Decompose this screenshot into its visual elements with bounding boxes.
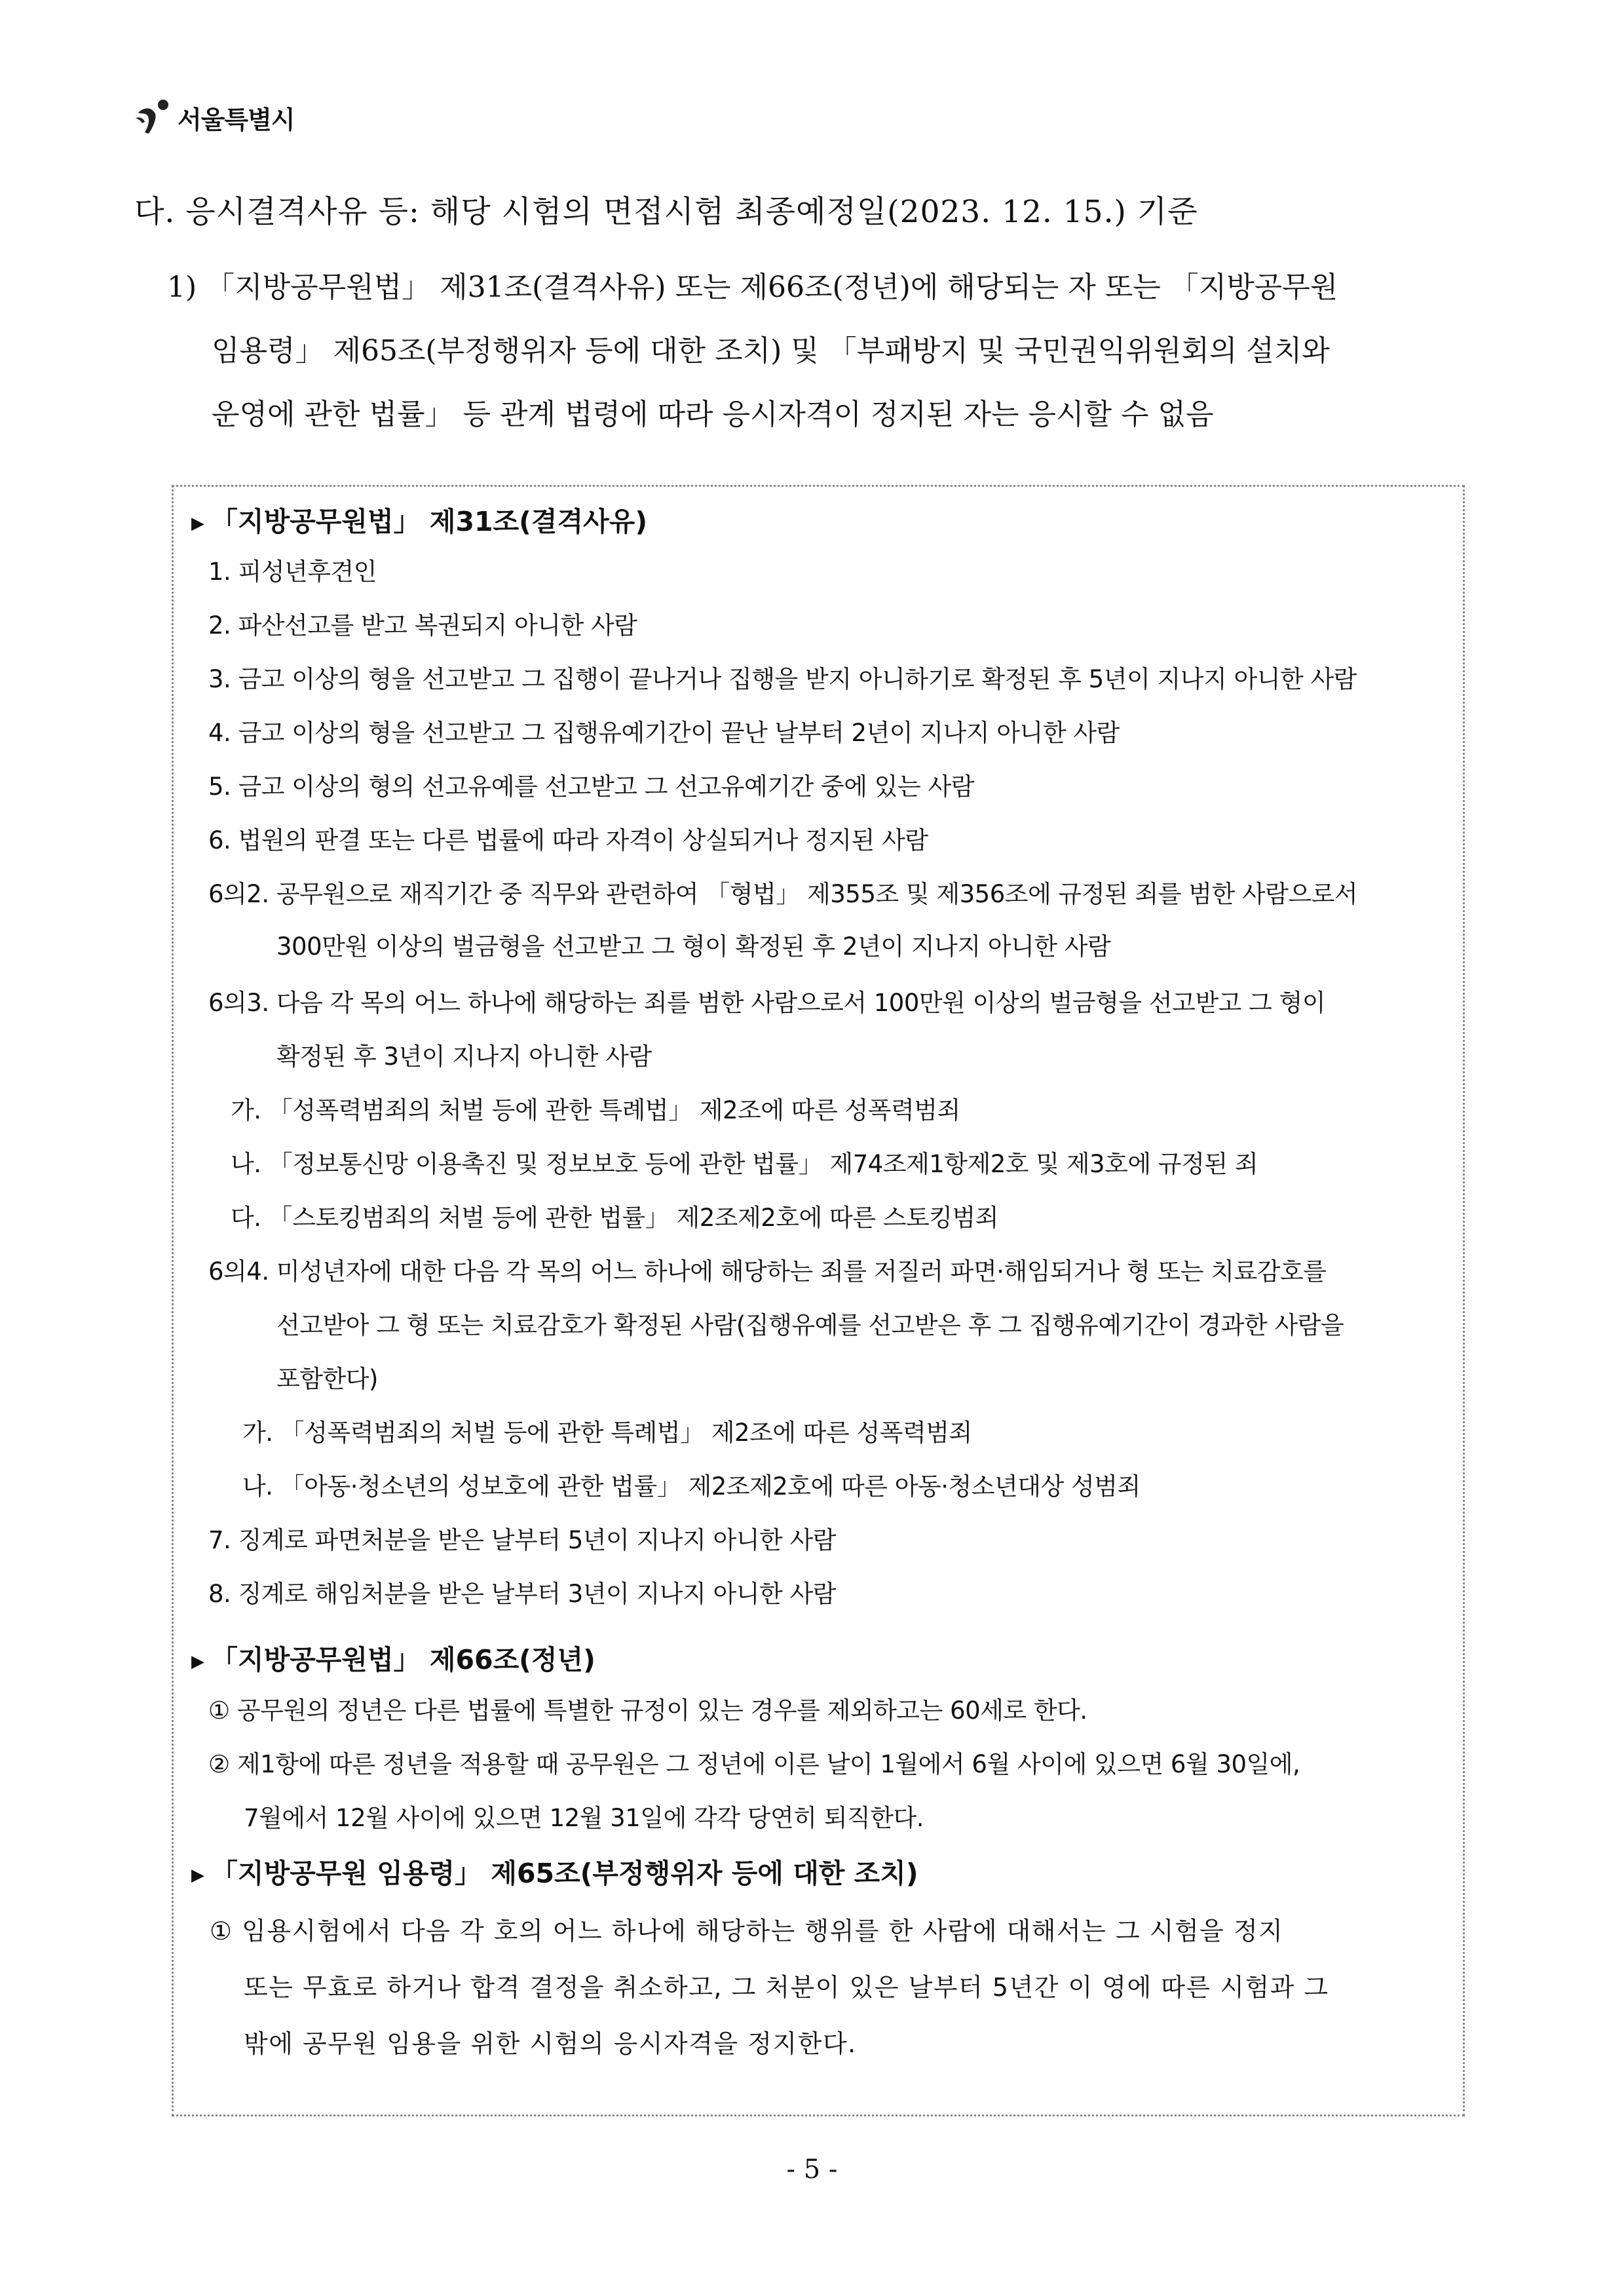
section-title-art66: ▶ 「지방공무원법」 제66조(정년) (191, 1644, 595, 1675)
sub-item: 나. 「아동·청소년의 성보호에 관한 법률」 제2조제2호에 따른 아동·청소년대상 성범죄 (242, 1472, 1141, 1501)
seoul-emblem-icon (134, 98, 174, 136)
list-item: ① 임용시험에서 다음 각 호의 어느 하나에 해당하는 행위를 한 사람에 대해서는 그 시험을 정지 (210, 1917, 1284, 1945)
sub-item: 가. 「성폭력범죄의 처벌 등에 관한 특례법」 제2조에 따른 성폭력범죄 (231, 1096, 960, 1124)
list-item-continuation: 선고받아 그 형 또는 치료감호가 확정된 사람(집행유예를 선고받은 후 그 집행유예기간이 경과한 사람을 (276, 1311, 1344, 1339)
intro-line: 1) 「지방공무원법」 제31조(결격사유) 또는 제66조(정년)에 해당되는 자 또는 「지방공무원 (167, 271, 1338, 304)
list-item: ① 공무원의 정년은 다른 법률에 특별한 규정이 있는 경우를 제외하고는 60세로 한다. (208, 1696, 1087, 1725)
section-title-decree65: ▶ 「지방공무원 임용령」 제65조(부정행위자 등에 대한 조치) (191, 1858, 918, 1889)
sub-item: 나. 「정보통신망 이용촉진 및 정보보호 등에 관한 법률」 제74조제1항제2호 및 제3호에 규정된 죄 (231, 1150, 1258, 1178)
triangle-bullet-icon: ▶ (191, 1652, 204, 1672)
intro-paragraph (167, 256, 1484, 446)
logo-text: 서울특별시 (178, 105, 295, 134)
list-item: 5. 금고 이상의 형의 선고유예를 선고받고 그 선고유예기간 중에 있는 사람 (208, 773, 974, 801)
list-item: 2. 파산선고를 받고 복권되지 아니한 사람 (208, 611, 637, 640)
section-title-art31: ▶ 「지방공무원법」 제31조(결격사유) (191, 506, 648, 537)
list-item: 6의3. 다음 각 목의 어느 하나에 해당하는 죄를 범한 사람으로서 100만원 이상의 벌금형을 선고받고 그 형이 (208, 989, 1326, 1017)
list-item: 7. 징계로 파면처분을 받은 날부터 5년이 지나지 아니한 사람 (208, 1526, 836, 1554)
sub-item: 다. 「스토킹범죄의 처벌 등에 관한 법률」 제2조제2호에 따른 스토킹범죄 (231, 1204, 998, 1232)
page-number: - 5 - (786, 2154, 838, 2185)
list-item-continuation: 확정된 후 3년이 지나지 아니한 사람 (276, 1043, 652, 1071)
list-item-continuation: 300만원 이상의 벌금형을 선고받고 그 형이 확정된 후 2년이 지나지 아니한 사람 (276, 932, 1111, 961)
intro-line: 임용령」 제65조(부정행위자 등에 대한 조치) 및 「부패방지 및 국민권익위원회의 설치와 (212, 334, 1330, 368)
sub-item: 가. 「성폭력범죄의 처벌 등에 관한 특례법」 제2조에 따른 성폭력범죄 (242, 1419, 972, 1447)
list-item: 8. 징계로 해임처분을 받은 날부터 3년이 지나지 아니한 사람 (208, 1580, 836, 1608)
intro-line: 운영에 관한 법률」 등 관계 법령에 따라 응시자격이 정지된 자는 응시할 수 없음 (212, 398, 1214, 431)
section-heading: 다. 응시결격사유 등: 해당 시험의 면접시험 최종예정일(2023. 12. 15.) 기준 (134, 194, 1198, 230)
triangle-bullet-icon: ▶ (191, 514, 204, 533)
list-item: 6의4. 미성년자에 대한 다음 각 목의 어느 하나에 해당하는 죄를 저질러 파면·해임되거나 형 또는 치료감호를 (208, 1257, 1327, 1286)
list-item: 4. 금고 이상의 형을 선고받고 그 집행유예기간이 끝난 날부터 2년이 지나지 아니한 사람 (208, 719, 1120, 747)
list-item-continuation: 또는 무효로 하거나 합격 결정을 취소하고, 그 처분이 있은 날부터 5년간 이 영에 따른 시험과 그 (244, 1973, 1329, 2002)
list-item: 1. 피성년후견인 (208, 558, 377, 586)
list-item: ② 제1항에 따른 정년을 적용할 때 공무원은 그 정년에 이른 날이 1월에서 6월 사이에 있으면 6월 30일에, (208, 1750, 1300, 1778)
seoul-logo (134, 98, 295, 136)
list-item-continuation: 밖에 공무원 임용을 위한 시험의 응시자격을 정지한다. (244, 2029, 857, 2058)
list-item-continuation: 포함한다) (276, 1365, 378, 1393)
list-item: 3. 금고 이상의 형을 선고받고 그 집행이 끝나거나 집행을 받지 아니하기로 확정된 후 5년이 지나지 아니한 사람 (208, 665, 1357, 693)
triangle-bullet-icon: ▶ (191, 1866, 204, 1885)
list-item: 6의2. 공무원으로 재직기간 중 직무와 관련하여 「형법」 제355조 및 제356조에 규정된 죄를 범한 사람으로서 (208, 880, 1358, 908)
list-item: 6. 법원의 판결 또는 다른 법률에 따라 자격이 상실되거나 정지된 사람 (208, 826, 928, 854)
list-item-continuation: 7월에서 12월 사이에 있으면 12월 31일에 각각 당연히 퇴직한다. (244, 1804, 924, 1832)
